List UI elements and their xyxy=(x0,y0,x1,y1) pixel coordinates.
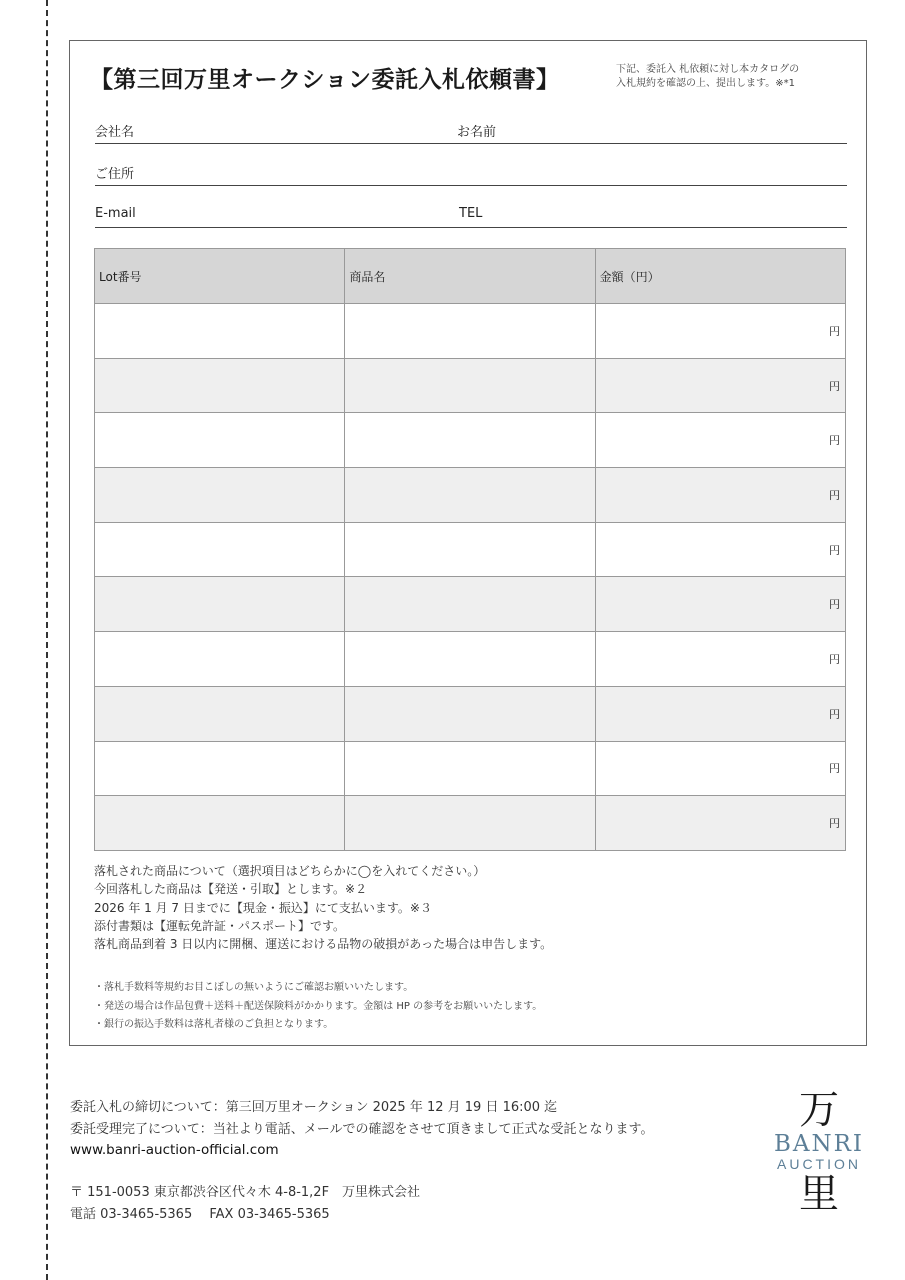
yen-unit: 円 xyxy=(829,324,840,338)
postal-address: 〒 151-0053 東京都渋谷区代々木 4-8-1,2F 万里株式会社 xyxy=(70,1185,421,1200)
amount-cell[interactable] xyxy=(595,522,845,577)
lot-number-cell[interactable] xyxy=(95,632,345,687)
name-label: お名前 xyxy=(457,125,497,140)
note-line: 2026 年 1 月 7 日までに【現金・振込】にて支払います。※３ xyxy=(94,900,432,915)
lot-number-cell[interactable] xyxy=(95,304,345,359)
phone-fax: 電話 03-3465-5365 FAX 03-3465-5365 xyxy=(70,1206,330,1222)
address-field[interactable] xyxy=(95,185,847,186)
table-row xyxy=(95,686,846,741)
table-row xyxy=(95,522,846,577)
note-line: 落札された商品について（選択項目はどちらかに◯を入れてください。） xyxy=(94,864,486,878)
table-row xyxy=(95,741,846,796)
amount-header: 金額（円） xyxy=(595,249,845,304)
item-name-cell[interactable] xyxy=(345,632,595,687)
amount-cell[interactable] xyxy=(595,304,845,359)
title-note-line-1: 下記、委託入 札依頼に対し本カタログの xyxy=(616,64,800,75)
company-name-field[interactable] xyxy=(95,143,847,144)
yen-unit: 円 xyxy=(829,488,840,502)
fee-notes xyxy=(94,979,834,1035)
lot-number-cell[interactable] xyxy=(95,468,345,523)
yen-unit: 円 xyxy=(829,379,840,393)
table-row xyxy=(95,413,846,468)
lot-number-cell[interactable] xyxy=(95,686,345,741)
logo-brand: BANRI xyxy=(773,1131,865,1157)
note-line: 添付書類は【運転免許証・パスポート】です。 xyxy=(94,918,346,933)
table-row xyxy=(95,468,846,523)
logo-kanji-bottom: 里 xyxy=(799,1171,839,1217)
fee-note-line: ・落札手数料等規約お目こぼしの無いようにご確認お願いいたします。 xyxy=(94,982,414,993)
item-name-cell[interactable] xyxy=(345,796,595,851)
yen-unit: 円 xyxy=(829,817,840,831)
amount-cell[interactable] xyxy=(595,741,845,796)
item-name-cell[interactable] xyxy=(345,522,595,577)
confirmation-text: 委託受理完了について：当社より電話、メールでの確認をさせて頂きまして正式な受託となります。 xyxy=(70,1121,654,1137)
item-name-cell[interactable] xyxy=(345,358,595,413)
company-contact xyxy=(70,1182,670,1225)
table-row xyxy=(95,632,846,687)
note-line: 今回落札した商品は【発送・引取】とします。※２ xyxy=(94,882,368,897)
amount-cell[interactable] xyxy=(595,577,845,632)
company-label: 会社名 xyxy=(95,125,135,140)
lot-number-header: Lot番号 xyxy=(95,249,345,304)
amount-cell[interactable] xyxy=(595,358,845,413)
deadline-text: 委託入札の締切について：第三回万里オークション 2025 年 12 月 19 日 16:00 迄 xyxy=(70,1100,558,1115)
table-row xyxy=(95,796,846,851)
fee-note-line: ・銀行の振込手数料は落札者様のご負担となります。 xyxy=(94,1019,334,1030)
item-name-header: 商品名 xyxy=(345,249,595,304)
item-name-cell[interactable] xyxy=(345,741,595,796)
amount-cell[interactable] xyxy=(595,686,845,741)
address-label: ご住所 xyxy=(95,167,135,182)
website-link[interactable]: www.banri-auction-official.com xyxy=(70,1142,279,1158)
yen-unit: 円 xyxy=(829,543,840,557)
title-note-line-2: 入札規約を確認の上、提出します。※*1 xyxy=(616,78,795,89)
yen-unit: 円 xyxy=(829,598,840,612)
winning-bid-notes xyxy=(94,862,834,953)
tel-label: TEL xyxy=(459,206,483,221)
item-name-cell[interactable] xyxy=(345,304,595,359)
cut-line xyxy=(46,0,48,1280)
yen-unit: 円 xyxy=(829,434,840,448)
banri-auction-logo xyxy=(766,1088,872,1228)
amount-cell[interactable] xyxy=(595,413,845,468)
amount-cell[interactable] xyxy=(595,632,845,687)
bid-request-form xyxy=(69,40,867,1046)
email-label: E-mail xyxy=(95,206,136,221)
form-title: 【第三回万里オークション委託入札依頼書】 xyxy=(90,67,560,93)
amount-cell[interactable] xyxy=(595,468,845,523)
table-row xyxy=(95,577,846,632)
lot-number-cell[interactable] xyxy=(95,741,345,796)
lot-number-cell[interactable] xyxy=(95,413,345,468)
item-name-cell[interactable] xyxy=(345,413,595,468)
yen-unit: 円 xyxy=(829,707,840,721)
logo-kanji-top: 万 xyxy=(799,1087,839,1133)
item-name-cell[interactable] xyxy=(345,577,595,632)
footer-info xyxy=(70,1097,750,1162)
title-note xyxy=(616,63,856,91)
table-header-row xyxy=(95,249,846,304)
item-name-cell[interactable] xyxy=(345,686,595,741)
note-line: 落札商品到着 3 日以内に開梱、運送における品物の破損があった場合は申告します。 xyxy=(94,937,553,952)
email-tel-field[interactable] xyxy=(95,227,847,228)
lot-number-cell[interactable] xyxy=(95,522,345,577)
amount-cell[interactable] xyxy=(595,796,845,851)
bid-table xyxy=(94,248,846,851)
fee-note-line: ・発送の場合は作品包費＋送料＋配送保険料がかかります。金額は HP の参考をお願いいたします。 xyxy=(94,1000,543,1012)
lot-number-cell[interactable] xyxy=(95,358,345,413)
yen-unit: 円 xyxy=(829,762,840,776)
table-row xyxy=(95,358,846,413)
logo-sub: AUCTION xyxy=(777,1156,861,1172)
lot-number-cell[interactable] xyxy=(95,577,345,632)
yen-unit: 円 xyxy=(829,652,840,666)
item-name-cell[interactable] xyxy=(345,468,595,523)
lot-number-cell[interactable] xyxy=(95,796,345,851)
table-row xyxy=(95,304,846,359)
